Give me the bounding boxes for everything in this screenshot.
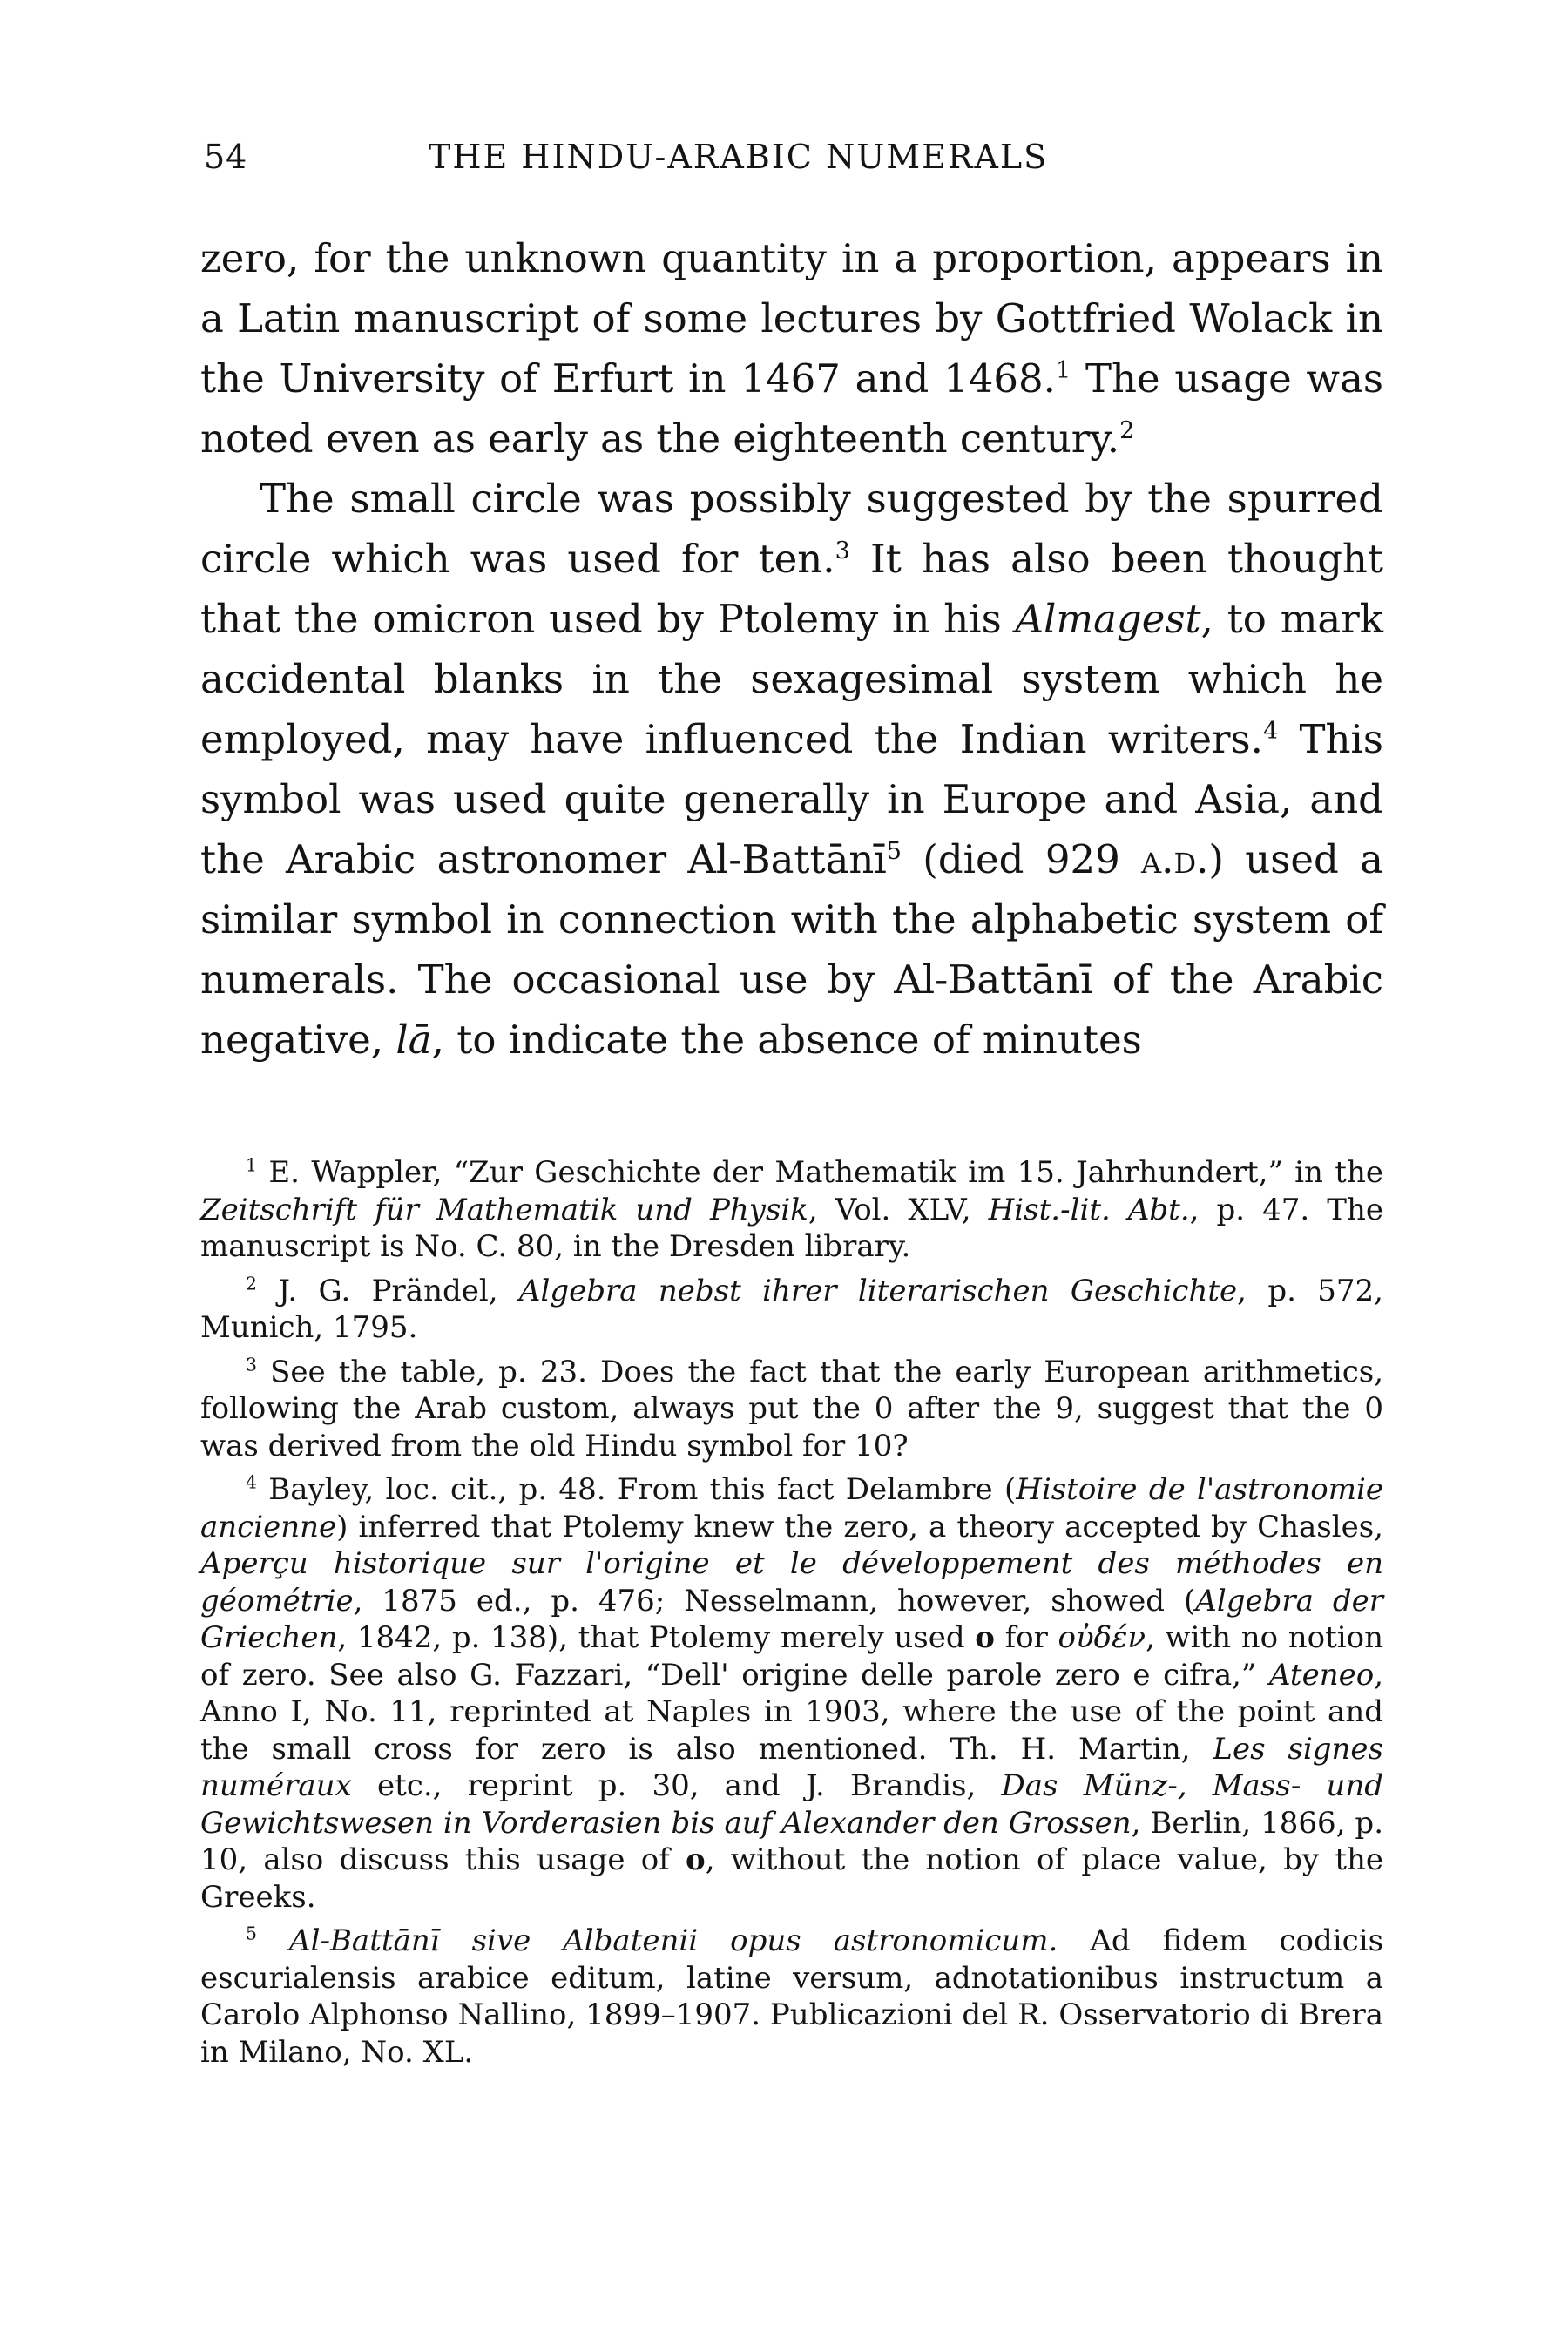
greek-word: οὐδέν <box>1058 1620 1146 1655</box>
paragraph-2 <box>200 469 1383 1070</box>
text-run: , p. 572, Munich, 1795. <box>200 1273 1383 1345</box>
text-run: Bayley, loc. cit., p. 48. From this fact Delambre ( <box>256 1472 1017 1507</box>
text-run: , to indicate the absence of minutes <box>431 1017 1142 1063</box>
italic-title: Les signes numéraux <box>200 1731 1383 1803</box>
footnote-mark: 3 <box>246 1354 257 1375</box>
footnote-ref-3: 3 <box>835 537 850 564</box>
footnote-3 <box>200 1354 1383 1465</box>
text-run: ) inferred that Ptolemy knew the zero, a theory accepted by Chasles, <box>336 1509 1383 1544</box>
footnote-mark: 1 <box>246 1154 257 1176</box>
italic-title: Hist.-lit. Abt. <box>988 1192 1190 1227</box>
text-run: , with no notion of zero. See also G. Fazzari, “Dell' origine delle parole zero e cifra,” <box>200 1620 1384 1693</box>
footnote-4 <box>200 1471 1383 1916</box>
footnote-2 <box>200 1273 1383 1347</box>
page-number: 54 <box>204 138 248 176</box>
text-run: , Vol. XLV, <box>808 1192 989 1227</box>
footnote-5 <box>200 1923 1383 2071</box>
footnote-ref-5: 5 <box>886 838 902 865</box>
text-run: ) used a similar symbol in connection with the alphabetic system of numerals. The occasional use by Al-Battānī of the Arabic negative, <box>200 836 1383 1063</box>
text-run: The small circle was possibly suggested by the spurred circle which was used for ten. <box>200 476 1383 582</box>
italic-title: Algebra der Griechen <box>200 1583 1383 1655</box>
text-run: This symbol was used quite generally in Europe and Asia, and the Arabic astronomer Al-Battānī <box>200 716 1384 882</box>
text-run <box>257 1923 289 1958</box>
text-run: , Berlin, 1866, p. 10, also discuss this usage of <box>200 1805 1384 1877</box>
italic-title: Histoire de l'astronomie ancienne <box>200 1472 1383 1544</box>
text-run: for <box>994 1620 1058 1655</box>
omicron-symbol: o <box>975 1620 995 1655</box>
footnote-ref-2: 2 <box>1119 417 1135 444</box>
text-run: etc., reprint p. 30, and J. Brandis, <box>351 1768 1002 1803</box>
italic-title: Almagest <box>1015 596 1201 642</box>
footnote-ref-1: 1 <box>1055 357 1071 384</box>
text-run: zero, for the unknown quantity in a proportion, appears in a Latin manuscript of some lectures by Gottfried Wolack in the University of Erfurt in 1467 and 1468. <box>200 235 1383 402</box>
italic-title: Das Münz-, Mass- und Gewichtswesen in Vorderasien bis auf Alexander den Grossen <box>200 1768 1383 1841</box>
text-run: (died 929 <box>901 836 1142 882</box>
text-run: , 1875 ed., p. 476; Nesselmann, however, showed ( <box>353 1583 1196 1619</box>
running-title: THE HINDU-ARABIC NUMERALS <box>429 138 1049 176</box>
text-run: , Anno I, No. 11, reprinted at Naples in 1903, where the use of the point and the small cross for zero is also mentioned. Th. H. Martin, <box>200 1657 1383 1767</box>
small-caps-era: a.d. <box>1141 836 1209 882</box>
italic-title: Algebra nebst ihrer literarischen Geschichte <box>518 1273 1238 1308</box>
footnote-ref-4: 4 <box>1262 718 1279 745</box>
omicron-symbol: o <box>686 1842 706 1877</box>
italic-title: Zeitschrift für Mathematik und Physik <box>200 1192 808 1227</box>
footnotes <box>200 1154 1383 2078</box>
text-run: It has also been thought that the omicron used by Ptolemy in his <box>200 536 1383 642</box>
italic-title: Ateneo <box>1268 1657 1375 1693</box>
main-text <box>200 228 1383 1070</box>
text-run: E. Wappler, “Zur Geschichte der Mathematik im 15. Jahrhundert,” in the <box>256 1155 1383 1190</box>
text-run: See the table, p. 23. Does the fact that the early European arithmetics, following the Arab custom, always put the 0 after the 9, suggest that the 0 was derived from the old Hindu symbol for 10? <box>200 1354 1383 1463</box>
footnote-mark: 4 <box>246 1471 257 1493</box>
paragraph-1 <box>200 228 1383 469</box>
footnote-1 <box>200 1154 1383 1266</box>
text-run: , p. 47. The manuscript is No. C. 80, in the Dresden library. <box>200 1192 1383 1264</box>
footnote-mark: 2 <box>246 1273 257 1294</box>
text-run: The usage was noted even as early as the eighteenth century. <box>200 355 1383 462</box>
page-header <box>204 138 1380 190</box>
text-run: , 1842, p. 138), that Ptolemy merely used <box>337 1620 976 1655</box>
italic-title: Aperçu historique sur l'origine et le développement des méthodes en géométrie <box>200 1546 1383 1619</box>
italic-word: lā <box>395 1017 432 1063</box>
italic-title: Al-Battānī sive Albatenii opus astronomicum. <box>289 1923 1058 1958</box>
footnote-mark: 5 <box>246 1923 257 1944</box>
text-run: , without the notion of place value, by the Greeks. <box>200 1842 1384 1915</box>
text-run: Ad fidem codicis escurialensis arabice editum, latine versum, adnotationibus instructum a Carolo Alphonso Nallino, 1899–1907. Publicazioni del R. Osservatorio di Brera in Milano, No. XL. <box>200 1923 1384 2070</box>
text-run: , to mark accidental blanks in the sexagesimal system which he employed, may have influenced the Indian writers. <box>200 596 1383 762</box>
text-run: J. G. Prändel, <box>256 1273 519 1308</box>
